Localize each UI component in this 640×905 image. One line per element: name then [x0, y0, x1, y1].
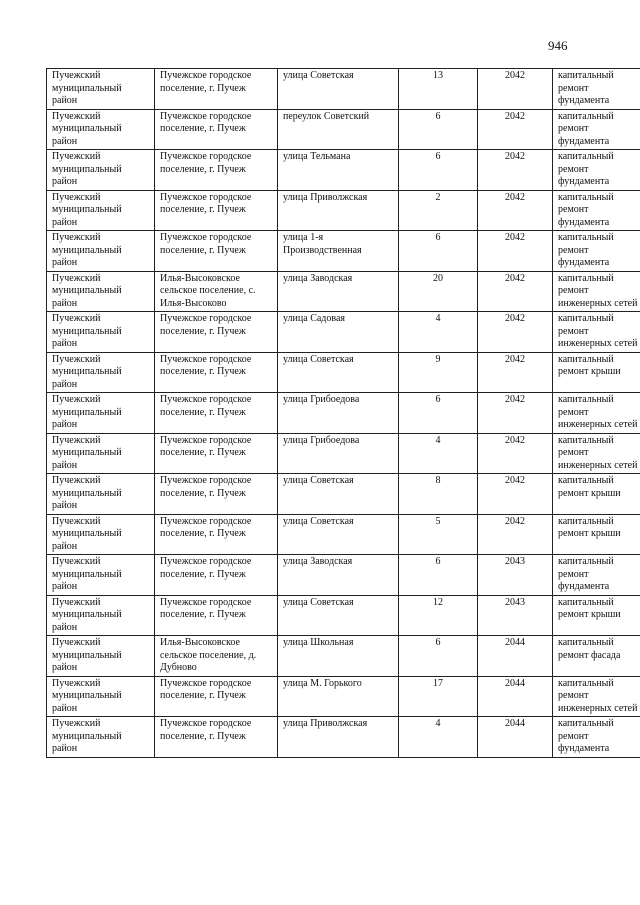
settlement-cell: Пучежское городское поселение, г. Пучеж — [155, 676, 278, 717]
table-row — [47, 676, 640, 717]
year-cell: 2042 — [478, 352, 553, 393]
district-cell: Пучежский муниципальный район — [47, 312, 155, 353]
table-row — [47, 595, 640, 636]
street-cell: улица Советская — [278, 352, 399, 393]
year-cell: 2042 — [478, 312, 553, 353]
year-cell: 2044 — [478, 717, 553, 758]
district-cell: Пучежский муниципальный район — [47, 150, 155, 191]
district-cell: Пучежский муниципальный район — [47, 555, 155, 596]
table-row — [47, 474, 640, 515]
table-row — [47, 150, 640, 191]
table-row — [47, 109, 640, 150]
settlement-cell: Пучежское городское поселение, г. Пучеж — [155, 717, 278, 758]
work-type-cell: капитальный ремонт инженерных сетей — [553, 433, 640, 474]
street-cell: улица Советская — [278, 474, 399, 515]
table-row — [47, 433, 640, 474]
work-type-cell: капитальный ремонт фундамента — [553, 109, 640, 150]
year-cell: 2044 — [478, 676, 553, 717]
street-cell: улица Тельмана — [278, 150, 399, 191]
street-cell: улица Советская — [278, 69, 399, 110]
table-row — [47, 393, 640, 434]
table-row — [47, 190, 640, 231]
table-row — [47, 717, 640, 758]
house-number-cell: 6 — [399, 636, 478, 677]
house-number-cell: 6 — [399, 109, 478, 150]
street-cell: улица Советская — [278, 595, 399, 636]
work-type-cell: капитальный ремонт инженерных сетей — [553, 271, 640, 312]
work-type-cell: капитальный ремонт крыши — [553, 474, 640, 515]
work-type-cell: капитальный ремонт фасада — [553, 636, 640, 677]
house-number-cell: 17 — [399, 676, 478, 717]
year-cell: 2042 — [478, 150, 553, 191]
table-row — [47, 271, 640, 312]
district-cell: Пучежский муниципальный район — [47, 433, 155, 474]
district-cell: Пучежский муниципальный район — [47, 190, 155, 231]
house-number-cell: 9 — [399, 352, 478, 393]
work-type-cell: капитальный ремонт крыши — [553, 352, 640, 393]
year-cell: 2042 — [478, 433, 553, 474]
street-cell: улица Садовая — [278, 312, 399, 353]
table-row — [47, 69, 640, 110]
district-cell: Пучежский муниципальный район — [47, 595, 155, 636]
work-type-cell: капитальный ремонт фундамента — [553, 231, 640, 272]
year-cell: 2042 — [478, 190, 553, 231]
settlement-cell: Пучежское городское поселение, г. Пучеж — [155, 231, 278, 272]
year-cell: 2042 — [478, 393, 553, 434]
house-number-cell: 4 — [399, 433, 478, 474]
work-type-cell: капитальный ремонт крыши — [553, 514, 640, 555]
year-cell: 2042 — [478, 109, 553, 150]
street-cell: переулок Советский — [278, 109, 399, 150]
district-cell: Пучежский муниципальный район — [47, 109, 155, 150]
street-cell: улица М. Горького — [278, 676, 399, 717]
house-number-cell: 4 — [399, 717, 478, 758]
table-row — [47, 231, 640, 272]
settlement-cell: Пучежское городское поселение, г. Пучеж — [155, 433, 278, 474]
year-cell: 2044 — [478, 636, 553, 677]
year-cell: 2042 — [478, 514, 553, 555]
settlement-cell: Пучежское городское поселение, г. Пучеж — [155, 595, 278, 636]
settlement-cell: Пучежское городское поселение, г. Пучеж — [155, 69, 278, 110]
table-row — [47, 352, 640, 393]
settlement-cell: Пучежское городское поселение, г. Пучеж — [155, 555, 278, 596]
year-cell: 2043 — [478, 555, 553, 596]
work-type-cell: капитальный ремонт инженерных сетей — [553, 676, 640, 717]
house-number-cell: 5 — [399, 514, 478, 555]
house-number-cell: 6 — [399, 150, 478, 191]
settlement-cell: Пучежское городское поселение, г. Пучеж — [155, 393, 278, 434]
year-cell: 2042 — [478, 231, 553, 272]
settlement-cell: Пучежское городское поселение, г. Пучеж — [155, 312, 278, 353]
page-number: 946 — [548, 38, 568, 53]
settlement-cell: Илья-Высоковское сельское поселение, д. Дубново — [155, 636, 278, 677]
year-cell: 2043 — [478, 595, 553, 636]
work-type-cell: капитальный ремонт фундамента — [553, 190, 640, 231]
year-cell: 2042 — [478, 69, 553, 110]
work-type-cell: капитальный ремонт крыши — [553, 595, 640, 636]
district-cell: Пучежский муниципальный район — [47, 231, 155, 272]
year-cell: 2042 — [478, 271, 553, 312]
district-cell: Пучежский муниципальный район — [47, 352, 155, 393]
street-cell: улица Грибоедова — [278, 433, 399, 474]
table-body — [47, 69, 640, 758]
table-row — [47, 636, 640, 677]
street-cell: улица Приволжская — [278, 717, 399, 758]
work-type-cell: капитальный ремонт фундамента — [553, 150, 640, 191]
work-type-cell: капитальный ремонт фундамента — [553, 69, 640, 110]
settlement-cell: Пучежское городское поселение, г. Пучеж — [155, 150, 278, 191]
settlement-cell: Пучежское городское поселение, г. Пучеж — [155, 514, 278, 555]
house-number-cell: 13 — [399, 69, 478, 110]
table-row — [47, 312, 640, 353]
work-type-cell: капитальный ремонт инженерных сетей — [553, 312, 640, 353]
settlement-cell: Пучежское городское поселение, г. Пучеж — [155, 190, 278, 231]
work-type-cell: капитальный ремонт фундамента — [553, 717, 640, 758]
work-type-cell: капитальный ремонт инженерных сетей — [553, 393, 640, 434]
repair-schedule-table — [46, 68, 640, 758]
house-number-cell: 6 — [399, 555, 478, 596]
street-cell: улица Заводская — [278, 555, 399, 596]
street-cell: улица 1-я Производственная — [278, 231, 399, 272]
street-cell: улица Советская — [278, 514, 399, 555]
house-number-cell: 4 — [399, 312, 478, 353]
district-cell: Пучежский муниципальный район — [47, 393, 155, 434]
house-number-cell: 8 — [399, 474, 478, 515]
district-cell: Пучежский муниципальный район — [47, 676, 155, 717]
house-number-cell: 20 — [399, 271, 478, 312]
settlement-cell: Пучежское городское поселение, г. Пучеж — [155, 352, 278, 393]
house-number-cell: 6 — [399, 393, 478, 434]
house-number-cell: 6 — [399, 231, 478, 272]
district-cell: Пучежский муниципальный район — [47, 514, 155, 555]
district-cell: Пучежский муниципальный район — [47, 69, 155, 110]
settlement-cell: Пучежское городское поселение, г. Пучеж — [155, 474, 278, 515]
district-cell: Пучежский муниципальный район — [47, 636, 155, 677]
street-cell: улица Грибоедова — [278, 393, 399, 434]
table-row — [47, 514, 640, 555]
table-row — [47, 555, 640, 596]
district-cell: Пучежский муниципальный район — [47, 474, 155, 515]
work-type-cell: капитальный ремонт фундамента — [553, 555, 640, 596]
year-cell: 2042 — [478, 474, 553, 515]
house-number-cell: 12 — [399, 595, 478, 636]
district-cell: Пучежский муниципальный район — [47, 717, 155, 758]
district-cell: Пучежский муниципальный район — [47, 271, 155, 312]
settlement-cell: Пучежское городское поселение, г. Пучеж — [155, 109, 278, 150]
street-cell: улица Школьная — [278, 636, 399, 677]
street-cell: улица Заводская — [278, 271, 399, 312]
street-cell: улица Приволжская — [278, 190, 399, 231]
settlement-cell: Илья-Высоковское сельское поселение, с. Илья-Высоково — [155, 271, 278, 312]
house-number-cell: 2 — [399, 190, 478, 231]
